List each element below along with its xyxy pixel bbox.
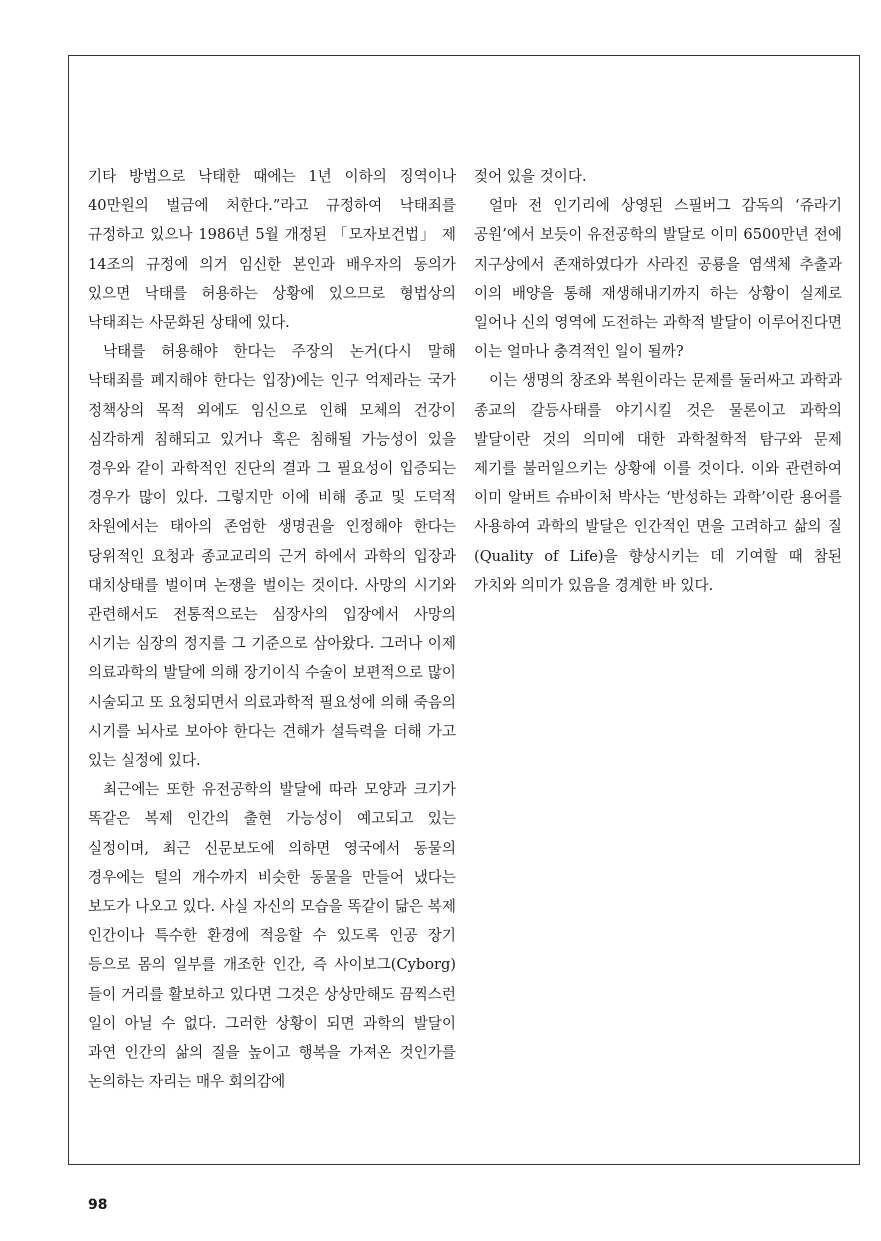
page-number: 98 (88, 1197, 108, 1213)
right-column (474, 162, 842, 600)
left-paragraph-2: 낙태를 허용해야 한다는 주장의 논거(다시 말해 낙태죄를 폐지해야 한다는 입장)에는 인구 억제라는 국가 정책상의 목적 외에도 임신으로 인해 모체의 건강이 심각하게 침해되고 있거나 혹은 침해될 가능성이 있을 경우와 같이 과학적인 진단의 결과 그 필요성이 입증되는 경우가 많이 있다. 그렇지만 이에 비해 종교 및 도덕적 차원에서는 태아의 존엄한 생명권을 인정해야 한다는 당위적인 요청과 종교교리의 근거 하에서 과학의 입장과 대치상태를 벌이며 논쟁을 벌이는 것이다. 사망의 시기와 관련해서도 전통적으로는 심장사의 입장에서 사망의 시기는 심장의 정지를 그 기준으로 삼아왔다. 그러나 이제 의료과학의 발달에 의해 장기이식 수술이 보편적으로 많이 시술되고 또 요청되면서 의료과학적 필요성에 의해 죽음의 시기를 뇌사로 보아야 한다는 견해가 설득력을 더해 가고 있는 실정에 있다. (88, 343, 456, 770)
left-paragraph-3: 최근에는 또한 유전공학의 발달에 따라 모양과 크기가 똑같은 복제 인간의 출현 가능성이 예고되고 있는 실정이며, 최근 신문보도에 의하면 영국에서 동물의 경우에는 털의 개수까지 비슷한 동물을 만들어 냈다는 보도가 나오고 있다. 사실 자신의 모습을 똑같이 닮은 복제 인간이나 특수한 환경에 적응할 수 있도록 인공 장기 등으로 몸의 일부를 개조한 인간, 즉 사이보그(Cyborg)들이 거리를 활보하고 있다면 그것은 상상만해도 끔찍스런 일이 아닐 수 없다. 그러한 상황이 되면 과학의 발달이 과연 인간의 삶의 질을 높이고 행복을 가져온 것인가를 논의하는 자리는 매우 회의감에 (88, 781, 456, 1091)
left-column (88, 162, 456, 1097)
right-paragraph-2: 얼마 전 인기리에 상영된 스필버그 감독의 ‘쥬라기 공원’에서 보듯이 유전공학의 발달로 이미 6500만년 전에 지구상에서 존재하였다가 사라진 공룡을 염색체 추출과 이의 배양을 통해 재생해내기까지 하는 상황이 실제로 일어나 신의 영역에 도전하는 과학적 발달이 이루어진다면 이는 얼마나 충격적인 일이 될까? (474, 197, 842, 361)
right-paragraph-1: 젖어 있을 것이다. (474, 168, 587, 185)
left-paragraph-1: 기타 방법으로 낙태한 때에는 1년 이하의 징역이나 40만원의 벌금에 처한다.”라고 규정하여 낙태죄를 규정하고 있으나 1986년 5월 개정된 「모자보건법」 제 14조의 규정에 의거 임신한 본인과 배우자의 동의가 있으면 낙태를 허용하는 상황에 있으므로 형법상의 낙태죄는 사문화된 상태에 있다. (88, 168, 456, 332)
right-paragraph-3: 이는 생명의 창조와 복원이라는 문제를 둘러싸고 과학과 종교의 갈등사태를 야기시킬 것은 물론이고 과학의 발달이란 것의 의미에 대한 과학철학적 탐구와 문제 제기를 불러일으키는 상황에 이를 것이다. 이와 관련하여 이미 알버트 슈바이처 박사는 ‘반성하는 과학’이란 용어를 사용하여 과학의 발달은 인간적인 면을 고려하고 삶의 질(Quality of Life)을 향상시키는 데 기여할 때 참된 가치와 의미가 있음을 경계한 바 있다. (474, 372, 842, 594)
